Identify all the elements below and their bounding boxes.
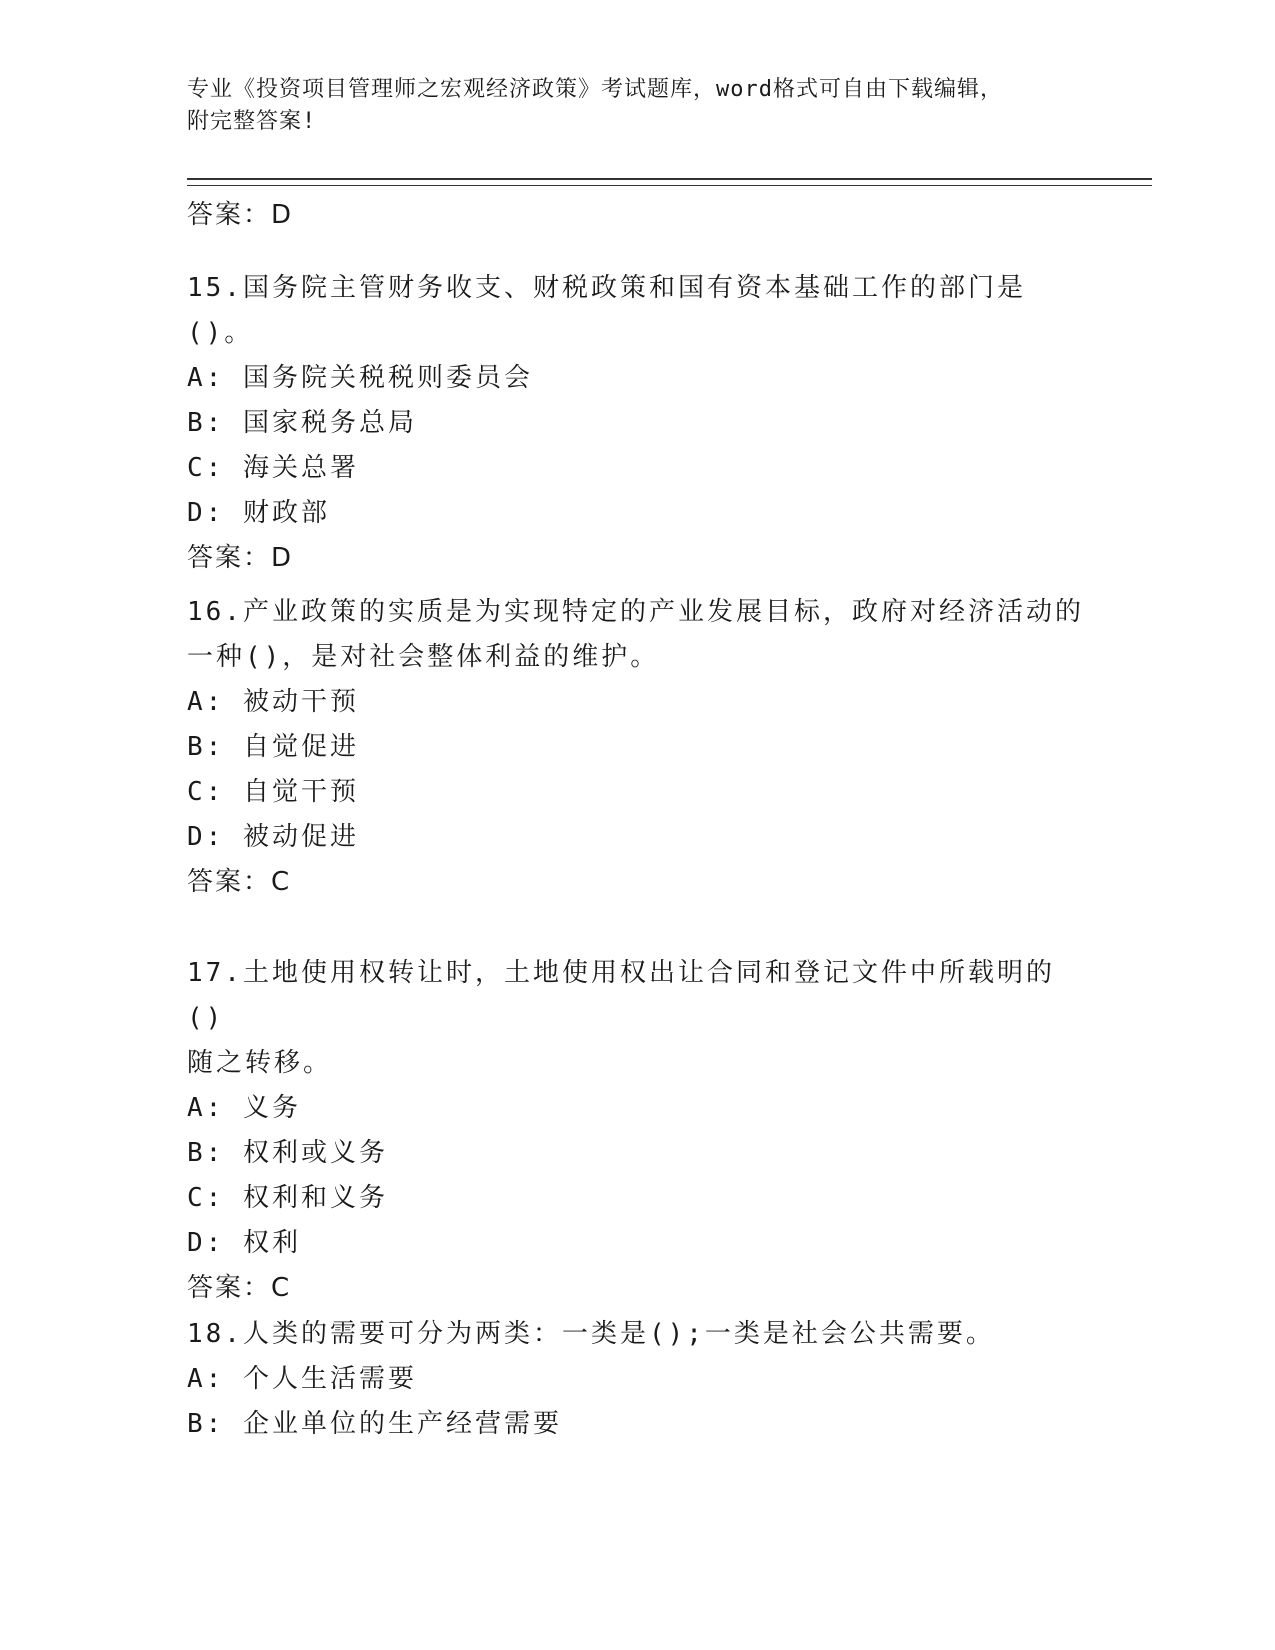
question-17 [187,951,1087,1311]
question-stem-line-1: 17.土地使用权转让时，土地使用权出让合同和登记文件中所载明的() [187,958,1055,1033]
option-a: A: 被动干预 [187,687,359,717]
question-stem-line-2: 一种()，是对社会整体利益的维护。 [187,642,660,672]
option-a: A: 国务院关税税则委员会 [187,363,533,393]
option-d: D: 被动促进 [187,822,359,852]
option-c: C: 自觉干预 [187,777,359,807]
option-b: B: 自觉促进 [187,732,359,762]
option-b: B: 企业单位的生产经营需要 [187,1409,562,1439]
option-d: D: 权利 [187,1228,301,1258]
option-a: A: 义务 [187,1093,301,1123]
answer-line: 答案：D [187,200,294,230]
answer-line: 答案：D [187,543,294,573]
question-15 [187,266,1087,581]
answer-line: 答案：C [187,867,292,897]
question-stem: 15.国务院主管财务收支、财税政策和国有资本基础工作的部门是()。 [187,273,1026,348]
question-16 [187,590,1087,905]
question-stem: 18.人类的需要可分为两类：一类是();一类是社会公共需要。 [187,1319,995,1349]
question-18 [187,1312,1087,1447]
header-line-1: 专业《投资项目管理师之宏观经济政策》考试题库，word格式可自由下载编辑， [187,77,1003,102]
option-a: A: 个人生活需要 [187,1364,417,1394]
question-stem-line-2: 随之转移。 [187,1048,333,1078]
option-c: C: 权利和义务 [187,1183,388,1213]
header-divider [187,178,1152,186]
document-header [187,74,1067,138]
option-b: B: 国家税务总局 [187,408,417,438]
option-b: B: 权利或义务 [187,1138,388,1168]
option-c: C: 海关总署 [187,453,359,483]
option-d: D: 财政部 [187,498,330,528]
answer-line: 答案：C [187,1273,292,1303]
question-stem-line-1: 16.产业政策的实质是为实现特定的产业发展目标，政府对经济活动的 [187,597,1084,627]
header-line-2: 附完整答案! [187,109,317,134]
